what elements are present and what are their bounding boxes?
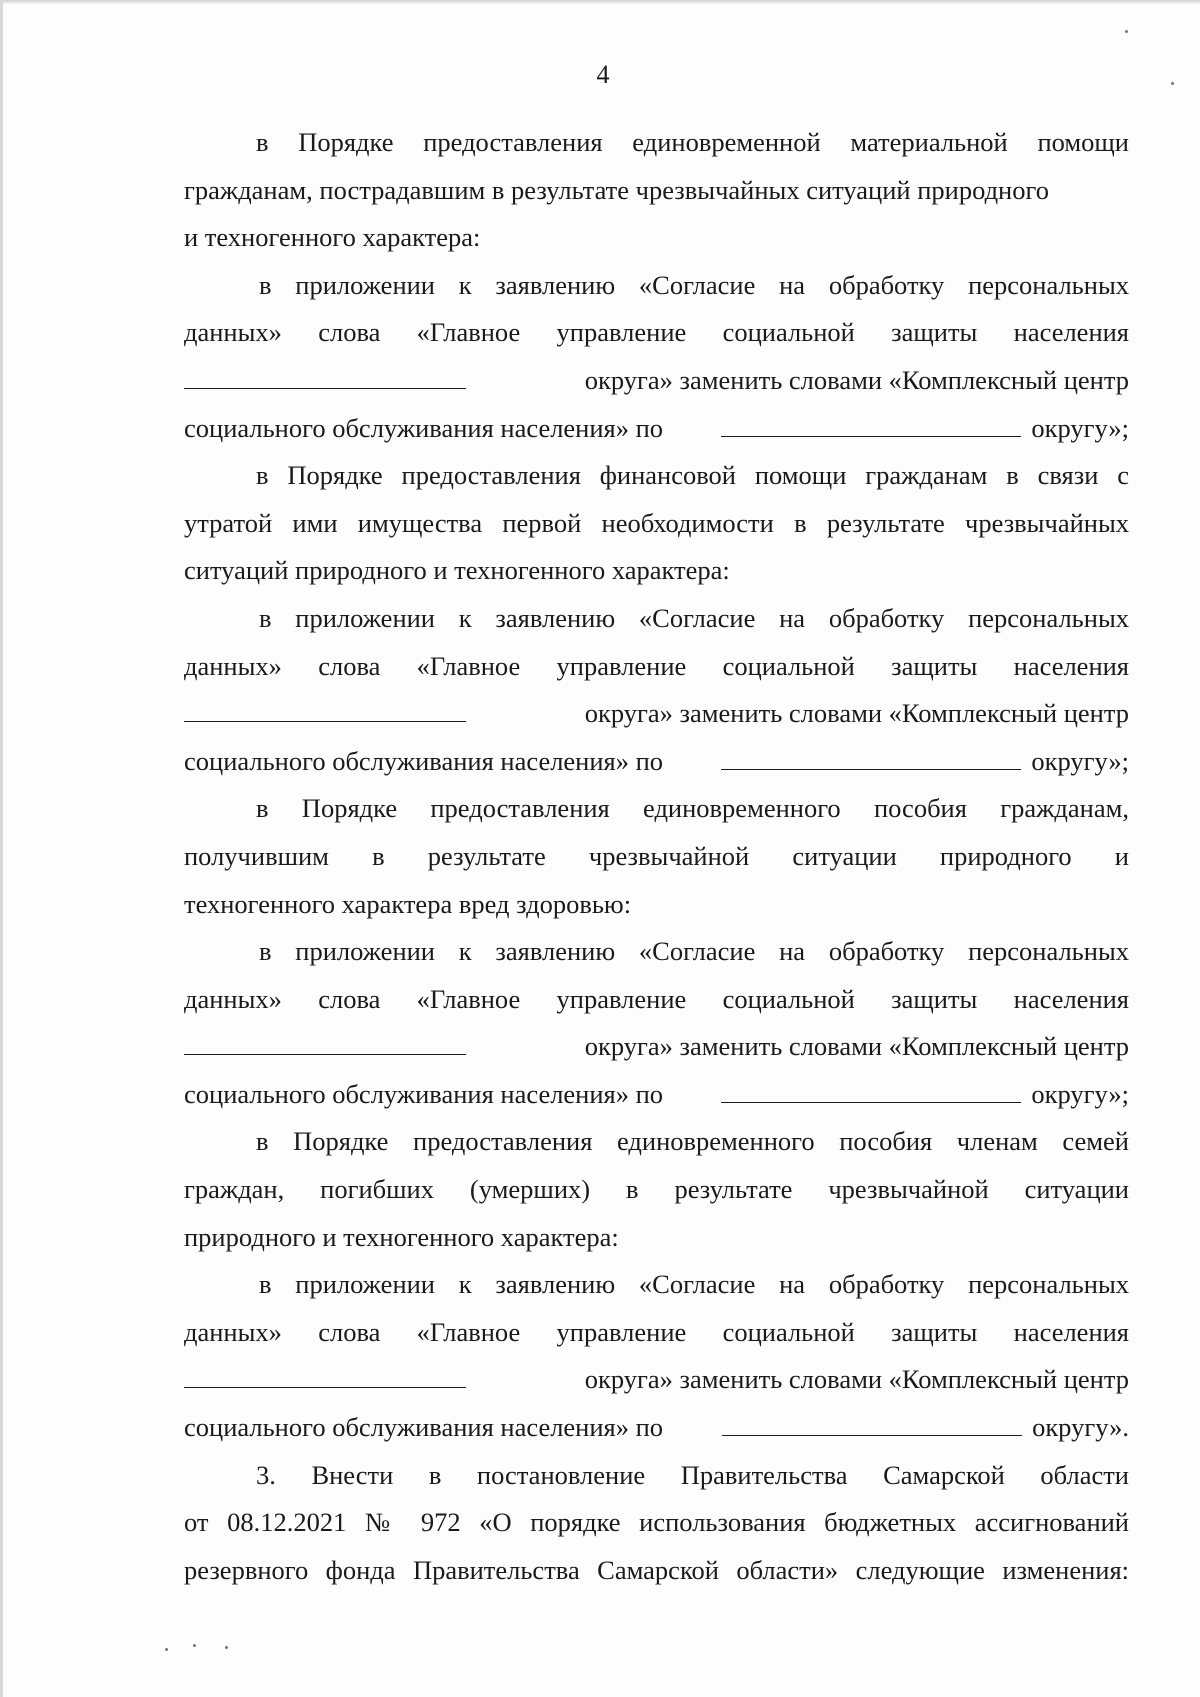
text-fragment: округа» заменить словами «Комплексный центр [584, 364, 1129, 395]
text-line [184, 1356, 1129, 1404]
scan-speck [165, 1648, 168, 1651]
text-line: данных» слова «Главное управление социальной защиты населения [184, 983, 1129, 1014]
text-line [184, 738, 1129, 786]
text-fragment: округу»; [1031, 1078, 1129, 1109]
text-line: данных» слова «Главное управление социальной защиты населения [184, 1316, 1129, 1347]
text-fragment: округа» заменить словами «Комплексный центр [584, 1031, 1129, 1062]
text-line: резервного фонда Правительства Самарской области» следующие изменения: [184, 1554, 1129, 1585]
text-line: техногенного характера вред здоровью: [184, 888, 632, 919]
blank-field [184, 1361, 466, 1388]
scan-speck [1125, 30, 1128, 33]
text-fragment: социального обслуживания населения» по [184, 412, 664, 443]
text-line: в приложении к заявлению «Согласие на обработку персональных [259, 602, 1129, 633]
document-body [184, 119, 1129, 1594]
text-line: получившим в результате чрезвычайной ситуации природного и [184, 840, 1129, 871]
text-fragment: округу»; [1031, 412, 1129, 443]
text-line: в Порядке предоставления финансовой помощи гражданам в связи с [256, 460, 1129, 491]
text-fragment: округу»; [1031, 745, 1129, 776]
text-line: данных» слова «Главное управление социальной защиты населения [184, 650, 1129, 681]
text-line: в приложении к заявлению «Согласие на обработку персональных [259, 936, 1129, 967]
text-line: 3. Внести в постановление Правительства Самарской области [256, 1459, 1129, 1490]
text-line [184, 690, 1129, 738]
text-line [184, 1071, 1129, 1119]
text-line: данных» слова «Главное управление социальной защиты населения [184, 317, 1129, 348]
text-line: ситуаций природного и техногенного характера: [184, 555, 730, 586]
text-fragment: округу». [1032, 1412, 1129, 1443]
text-line: в Порядке предоставления единовременной материальной помощи [256, 127, 1129, 157]
text-line [184, 1404, 1129, 1452]
blank-field [722, 1409, 1022, 1436]
text-fragment: социального обслуживания населения» по [184, 1078, 664, 1109]
text-fragment: социального обслуживания населения» по [184, 1412, 664, 1443]
scan-speck [1171, 82, 1174, 85]
text-line: граждан, погибших (умерших) в результате чрезвычайной ситуации [184, 1174, 1129, 1205]
text-line: в Порядке предоставления единовременного пособия членам семей [256, 1126, 1129, 1157]
scan-speck [193, 1644, 196, 1647]
blank-field [721, 1076, 1021, 1103]
blank-field [184, 1028, 466, 1055]
blank-field [721, 743, 1021, 770]
text-fragment: социального обслуживания населения» по [184, 745, 664, 776]
text-line: и техногенного характера: [184, 222, 481, 253]
text-fragment: округа» заменить словами «Комплексный центр [584, 698, 1129, 729]
scan-speck [225, 1646, 228, 1649]
text-line: в приложении к заявлению «Согласие на обработку персональных [259, 1269, 1129, 1300]
text-line [184, 1023, 1129, 1071]
blank-field [184, 362, 466, 389]
text-line [184, 405, 1129, 453]
page-number: 4 [596, 60, 610, 89]
text-line: утратой ими имущества первой необходимости в результате чрезвычайных [184, 507, 1129, 538]
text-line [184, 357, 1129, 405]
blank-field [184, 695, 466, 722]
text-line: от 08.12.2021 № 972 «О порядке использования бюджетных ассигнований [184, 1507, 1129, 1538]
text-line: в приложении к заявлению «Согласие на обработку персональных [259, 269, 1129, 300]
text-line: природного и техногенного характера: [184, 1221, 619, 1252]
blank-field [721, 410, 1021, 437]
scan-edge [3, 0, 1200, 4]
text-fragment: округа» заменить словами «Комплексный центр [584, 1364, 1129, 1395]
text-line: гражданам, пострадавшим в результате чрезвычайных ситуаций природного [184, 174, 1049, 205]
text-line: в Порядке предоставления единовременного пособия гражданам, [256, 793, 1129, 824]
